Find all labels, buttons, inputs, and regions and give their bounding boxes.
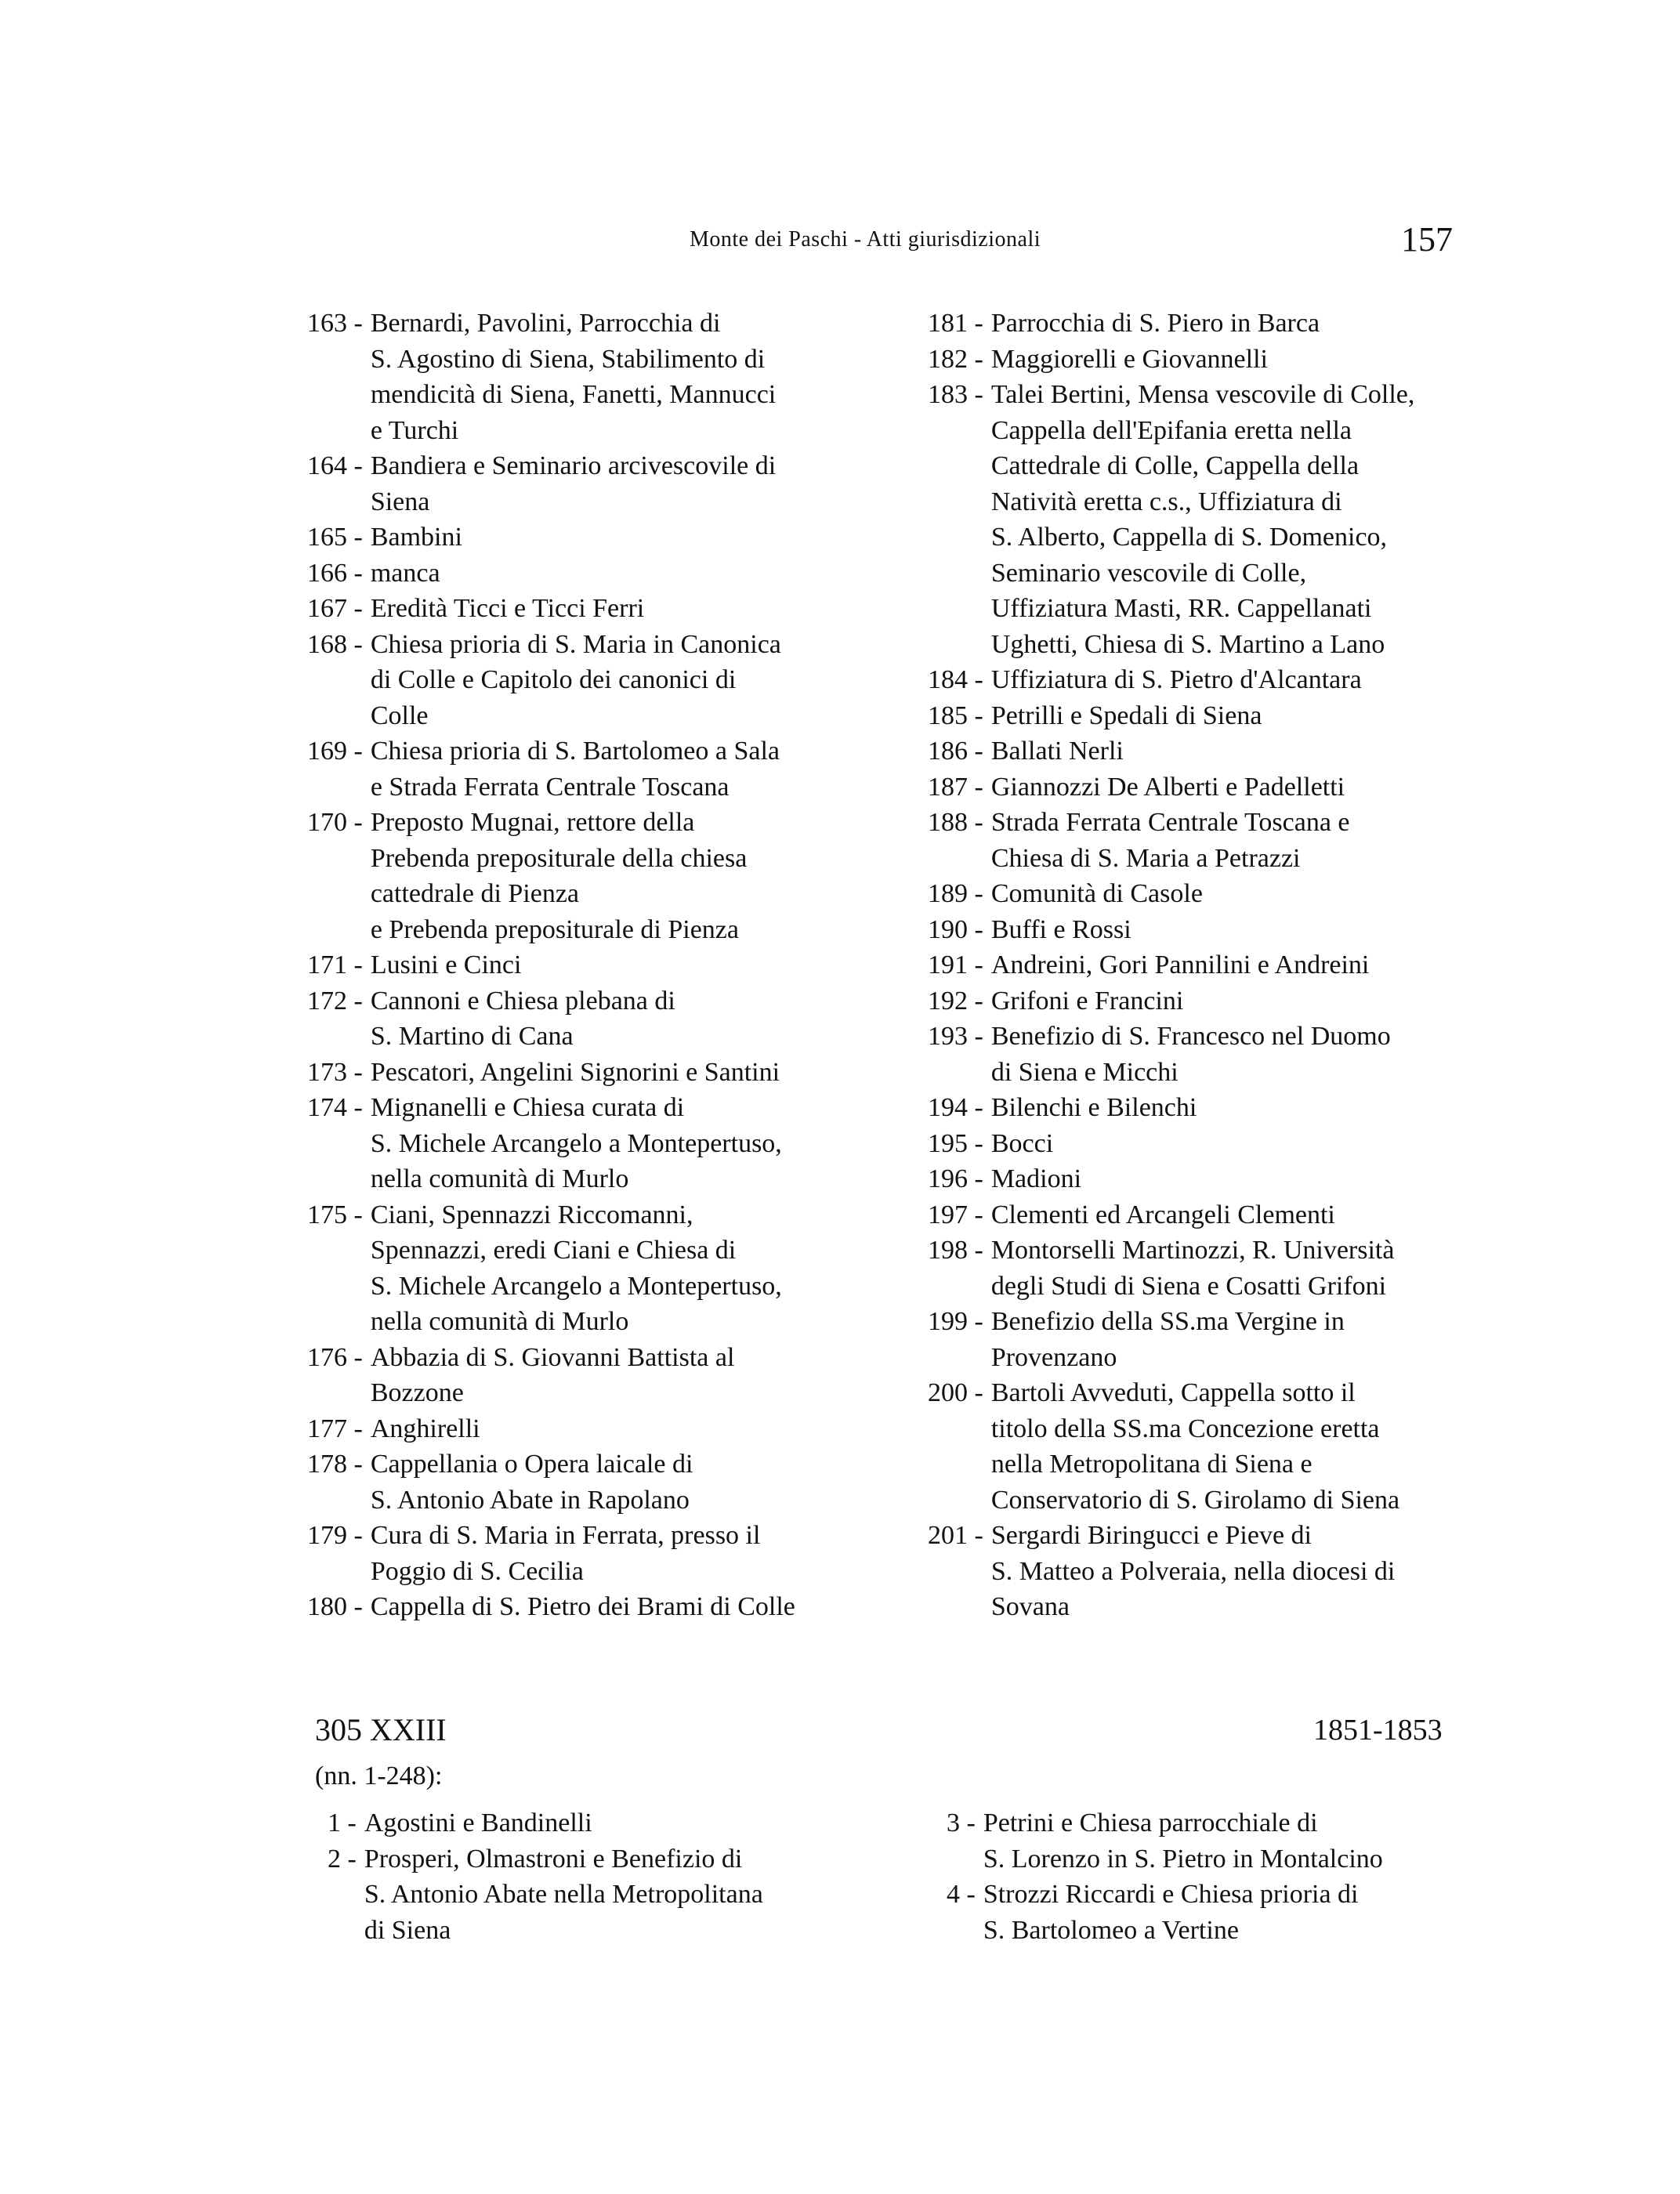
entry-number: 189 -	[928, 879, 983, 908]
entry-line: Cappella di S. Pietro dei Brami di Colle	[370, 1592, 795, 1621]
entry-text	[371, 556, 871, 592]
entry-line: Cappella dell'Epifania eretta nella	[990, 415, 1352, 445]
list-item	[928, 698, 1484, 734]
list-item	[928, 1019, 1484, 1090]
list-item	[307, 1589, 871, 1625]
entry-number: 168 -	[307, 629, 363, 659]
entry-line: Ballati Nerli	[990, 737, 1124, 766]
entry-line: Siena	[370, 487, 430, 516]
entry-line: Bernardi, Pavolini, Parrocchia di	[370, 309, 721, 338]
entry-text	[991, 1375, 1484, 1518]
entry-text	[991, 1090, 1484, 1126]
entry-text	[371, 733, 871, 805]
entry-number: 180 -	[307, 1592, 363, 1621]
entry-number: 179 -	[307, 1521, 363, 1550]
entry-line: Bambini	[370, 523, 462, 552]
list-item	[928, 947, 1484, 983]
entry-line: mendicità di Siena, Fanetti, Mannucci	[370, 380, 777, 409]
entry-number: 171 -	[307, 950, 363, 979]
entry-line: Provenzano	[990, 1342, 1117, 1372]
entry-line: S. Antonio Abate in Rapolano	[370, 1485, 690, 1515]
list-item	[947, 1805, 1495, 1877]
entry-text	[991, 947, 1484, 983]
entry-text	[991, 662, 1484, 698]
entry-line: e Strada Ferrata Centrale Toscana	[370, 772, 730, 802]
entry-line: Anghirelli	[370, 1414, 480, 1443]
list-item	[928, 1304, 1484, 1375]
series-heading: 305 XXIII	[315, 1712, 447, 1747]
list-item	[928, 1233, 1484, 1304]
entry-line: Strada Ferrata Centrale Toscana e	[990, 808, 1350, 837]
list-item	[328, 1805, 876, 1841]
entry-text	[991, 769, 1484, 806]
entry-text	[364, 1841, 876, 1949]
entry-number: 199 -	[928, 1307, 983, 1336]
entry-line: titolo della SS.ma Concezione eretta	[990, 1414, 1380, 1443]
entry-line: di Siena e Micchi	[990, 1057, 1179, 1087]
entry-line: Montorselli Martinozzi, R. Università	[990, 1236, 1395, 1265]
entry-line: e Turchi	[370, 415, 459, 445]
entry-number: 2 -	[328, 1844, 357, 1874]
entry-number: 167 -	[307, 594, 363, 623]
entry-line: S. Antonio Abate nella Metropolitana	[364, 1880, 763, 1909]
list-item	[307, 1518, 871, 1589]
entry-number: 192 -	[928, 986, 983, 1016]
list-item	[307, 556, 871, 592]
list-item	[928, 662, 1484, 698]
entry-line: Chiesa di S. Maria a Petrazzi	[990, 843, 1301, 873]
entry-line: Uffiziatura di S. Pietro d'Alcantara	[990, 665, 1362, 694]
entry-number: 166 -	[307, 558, 363, 588]
entry-line: S. Bartolomeo a Vertine	[983, 1915, 1239, 1945]
list-item	[928, 1090, 1484, 1126]
entry-text	[991, 983, 1484, 1019]
entry-number: 191 -	[928, 950, 983, 979]
entry-line: Petrilli e Spedali di Siena	[990, 701, 1262, 730]
list-item	[928, 769, 1484, 806]
entry-line: Mignanelli e Chiesa curata di	[370, 1093, 685, 1122]
entry-line: Talei Bertini, Mensa vescovile di Colle,	[990, 380, 1415, 409]
list-item	[307, 1340, 871, 1411]
entry-line: Cappellania o Opera laicale di	[370, 1450, 693, 1479]
list-item	[307, 1090, 871, 1197]
running-title: Monte dei Paschi - Atti giurisdizionali	[690, 227, 1041, 252]
list-item	[928, 306, 1484, 342]
entry-text	[991, 306, 1484, 342]
entry-number: 175 -	[307, 1200, 363, 1229]
entry-text	[983, 1877, 1495, 1948]
list-item	[928, 342, 1484, 378]
entry-text	[371, 306, 871, 448]
left-column	[307, 306, 871, 1625]
list-item	[307, 591, 871, 627]
entry-line: Pescatori, Angelini Signorini e Santini	[370, 1057, 780, 1087]
entry-line: Strozzi Riccardi e Chiesa prioria di	[983, 1880, 1359, 1909]
entry-line: Cura di S. Maria in Ferrata, presso il	[370, 1521, 761, 1550]
entry-line: Madioni	[990, 1164, 1082, 1193]
entry-number: 197 -	[928, 1200, 983, 1229]
entry-number: 163 -	[307, 309, 363, 338]
entry-number: 201 -	[928, 1521, 983, 1550]
entry-text	[991, 1126, 1484, 1162]
entry-text	[371, 1411, 871, 1447]
entry-text	[371, 1055, 871, 1091]
entry-line: Bocci	[990, 1128, 1054, 1158]
entry-line: Ciani, Spennazzi Riccomanni,	[370, 1200, 693, 1229]
entry-number: 176 -	[307, 1342, 363, 1372]
entry-text	[371, 1340, 871, 1411]
entry-line: Prebenda prepositurale della chiesa	[370, 843, 748, 873]
list-item	[928, 733, 1484, 769]
entry-number: 177 -	[307, 1414, 363, 1443]
entry-line: nella comunità di Murlo	[370, 1164, 629, 1193]
list-item	[307, 805, 871, 947]
entry-text	[991, 698, 1484, 734]
entry-line: Grifoni e Francini	[990, 986, 1184, 1016]
list-item	[928, 1197, 1484, 1233]
entry-line: Buffi e Rossi	[990, 914, 1131, 944]
entry-line: Petrini e Chiesa parrocchiale di	[983, 1808, 1318, 1837]
list-item	[307, 306, 871, 448]
entry-text	[991, 1518, 1484, 1625]
list-item	[307, 1055, 871, 1091]
entry-line: Natività eretta c.s., Uffiziatura di	[990, 487, 1342, 516]
entry-text	[991, 377, 1484, 662]
entry-number: 173 -	[307, 1057, 363, 1087]
entry-line: Spennazzi, eredi Ciani e Chiesa di	[370, 1236, 737, 1265]
entry-line: S. Alberto, Cappella di S. Domenico,	[990, 523, 1388, 552]
list-item	[307, 983, 871, 1055]
entry-line: Abbazia di S. Giovanni Battista al	[370, 1342, 735, 1372]
entry-line: Bilenchi e Bilenchi	[990, 1093, 1197, 1122]
entry-line: Eredità Ticci e Ticci Ferri	[370, 594, 645, 623]
entry-number: 164 -	[307, 451, 363, 480]
list-item	[947, 1877, 1495, 1948]
entry-line: S. Michele Arcangelo a Montepertuso,	[370, 1271, 782, 1301]
list-item	[307, 733, 871, 805]
entry-text	[991, 805, 1484, 876]
entry-line: e Prebenda prepositurale di Pienza	[370, 914, 739, 944]
entry-line: S. Lorenzo in S. Pietro in Montalcino	[983, 1844, 1383, 1874]
entry-number: 1 -	[328, 1808, 357, 1837]
entry-line: Sovana	[990, 1592, 1070, 1621]
list-item	[928, 912, 1484, 948]
entry-text	[371, 1518, 871, 1589]
list-item	[307, 520, 871, 556]
entry-text	[371, 520, 871, 556]
list-item	[328, 1841, 876, 1949]
entry-number: 3 -	[947, 1808, 976, 1837]
entry-text	[991, 1197, 1484, 1233]
list-item	[928, 1161, 1484, 1197]
entry-text	[371, 983, 871, 1055]
entry-line: Preposto Mugnai, rettore della	[370, 808, 695, 837]
list-item	[307, 1411, 871, 1447]
entry-line: Comunità di Casole	[990, 879, 1203, 908]
list-item	[928, 377, 1484, 662]
entry-line: di Siena	[364, 1915, 451, 1945]
entry-text	[371, 1446, 871, 1518]
entry-line: S. Michele Arcangelo a Montepertuso,	[370, 1128, 782, 1158]
entry-line: Bartoli Avveduti, Cappella sotto il	[990, 1378, 1356, 1407]
entry-line: Uffiziatura Masti, RR. Cappellanati	[990, 594, 1372, 623]
entry-text	[991, 876, 1484, 912]
entry-number: 200 -	[928, 1378, 983, 1407]
entry-text	[991, 1019, 1484, 1090]
entry-number: 169 -	[307, 737, 363, 766]
entry-line: Giannozzi De Alberti e Padelletti	[990, 772, 1345, 802]
entry-line: Benefizio della SS.ma Vergine in	[990, 1307, 1345, 1336]
entry-number: 183 -	[928, 380, 983, 409]
right-column	[928, 306, 1484, 1625]
list-item	[307, 1197, 871, 1340]
entry-line: manca	[370, 558, 440, 588]
series-right-column	[947, 1805, 1495, 1948]
entry-line: Chiesa prioria di S. Bartolomeo a Sala	[370, 737, 780, 766]
entry-number: 178 -	[307, 1450, 363, 1479]
entry-line: nella Metropolitana di Siena e	[990, 1450, 1312, 1479]
entry-text	[371, 1589, 871, 1625]
list-item	[307, 448, 871, 520]
entry-text	[991, 1233, 1484, 1304]
entry-number: 184 -	[928, 665, 983, 694]
entry-number: 186 -	[928, 737, 983, 766]
entry-text	[991, 912, 1484, 948]
entry-line: S. Agostino di Siena, Stabilimento di	[370, 344, 766, 374]
entry-number: 172 -	[307, 986, 363, 1016]
entry-text	[983, 1805, 1495, 1877]
entry-text	[991, 1161, 1484, 1197]
entry-text	[371, 947, 871, 983]
entry-line: Clementi ed Arcangeli Clementi	[990, 1200, 1335, 1229]
entry-line: Seminario vescovile di Colle,	[990, 558, 1307, 588]
series-left-column	[328, 1805, 876, 1948]
entry-number: 190 -	[928, 914, 983, 944]
entry-line: Chiesa prioria di S. Maria in Canonica	[370, 629, 781, 659]
entry-number: 194 -	[928, 1093, 983, 1122]
entry-number: 165 -	[307, 523, 363, 552]
entry-number: 196 -	[928, 1164, 983, 1193]
entry-number: 174 -	[307, 1093, 363, 1122]
entry-text	[371, 1197, 871, 1340]
list-item	[928, 1375, 1484, 1518]
entry-text	[371, 627, 871, 734]
entry-line: Cannoni e Chiesa plebana di	[370, 986, 675, 1016]
entry-line: Andreini, Gori Pannilini e Andreini	[990, 950, 1370, 979]
list-item	[928, 983, 1484, 1019]
list-item	[307, 1446, 871, 1518]
entry-number: 188 -	[928, 808, 983, 837]
list-item	[928, 1126, 1484, 1162]
entry-number: 170 -	[307, 808, 363, 837]
entry-line: Ughetti, Chiesa di S. Martino a Lano	[990, 629, 1385, 659]
entry-number: 181 -	[928, 309, 983, 338]
entry-line: S. Matteo a Polveraia, nella diocesi di	[990, 1556, 1396, 1586]
series-range: (nn. 1-248):	[315, 1761, 443, 1790]
entry-line: Bozzone	[370, 1378, 464, 1407]
list-item	[928, 876, 1484, 912]
entry-line: Conservatorio di S. Girolamo di Siena	[990, 1485, 1400, 1515]
entry-line: Parrocchia di S. Piero in Barca	[990, 309, 1320, 338]
list-item	[307, 947, 871, 983]
series-dates: 1851-1853	[1313, 1714, 1443, 1747]
entry-line: Bandiera e Seminario arcivescovile di	[370, 451, 777, 480]
entry-text	[371, 1090, 871, 1197]
entry-text	[371, 805, 871, 947]
entry-line: Maggiorelli e Giovannelli	[990, 344, 1268, 374]
entry-line: Cattedrale di Colle, Cappella della	[990, 451, 1360, 480]
entry-text	[991, 1304, 1484, 1375]
entry-number: 187 -	[928, 772, 983, 802]
entry-number: 193 -	[928, 1022, 983, 1051]
list-item	[928, 805, 1484, 876]
entry-line: Agostini e Bandinelli	[364, 1808, 592, 1837]
entry-line: cattedrale di Pienza	[370, 879, 580, 908]
entry-text	[991, 733, 1484, 769]
entry-line: Lusini e Cinci	[370, 950, 522, 979]
entry-text	[371, 448, 871, 520]
entry-text	[364, 1805, 876, 1841]
entry-line: di Colle e Capitolo dei canonici di	[370, 665, 737, 694]
entry-number: 198 -	[928, 1236, 983, 1265]
entry-line: nella comunità di Murlo	[370, 1307, 629, 1336]
entry-text	[371, 591, 871, 627]
entry-line: degli Studi di Siena e Cosatti Grifoni	[990, 1271, 1387, 1301]
list-item	[928, 1518, 1484, 1625]
entry-number: 195 -	[928, 1128, 983, 1158]
entry-line: Prosperi, Olmastroni e Benefizio di	[364, 1844, 743, 1874]
entry-line: S. Martino di Cana	[370, 1022, 574, 1051]
entry-number: 182 -	[928, 344, 983, 374]
entry-text	[991, 342, 1484, 378]
entry-line: Sergardi Biringucci e Pieve di	[990, 1521, 1312, 1550]
entry-number: 185 -	[928, 701, 983, 730]
entry-line: Colle	[370, 701, 429, 730]
page-number: 157	[1401, 220, 1453, 259]
list-item	[307, 627, 871, 734]
entry-line: Benefizio di S. Francesco nel Duomo	[990, 1022, 1391, 1051]
entry-number: 4 -	[947, 1880, 976, 1909]
entry-line: Poggio di S. Cecilia	[370, 1556, 584, 1586]
